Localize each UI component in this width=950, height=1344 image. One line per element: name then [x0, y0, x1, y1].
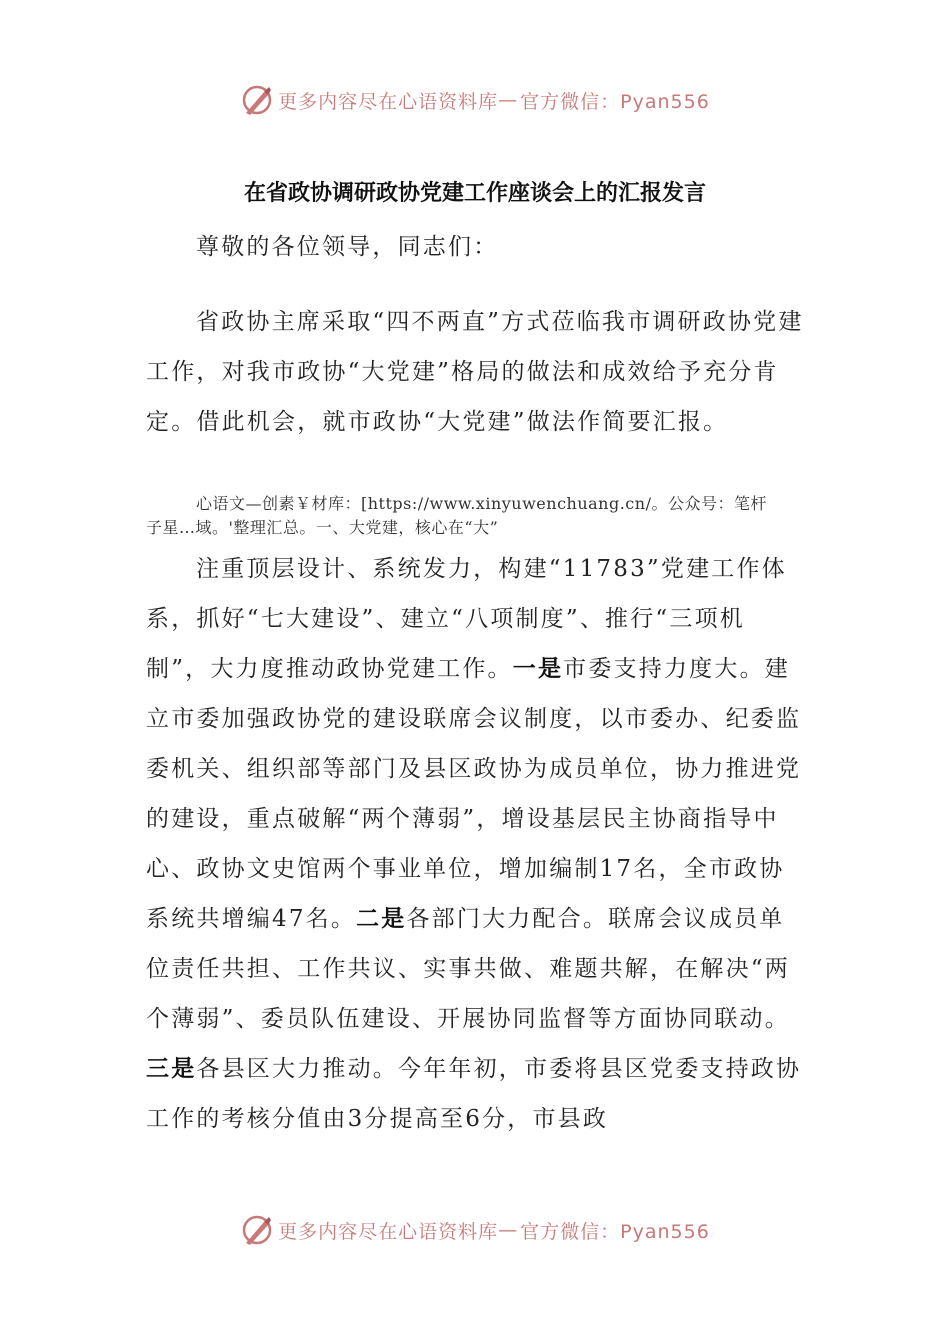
source-note-line-1: 心语文—创素￥材库：[https://www.xinyuwenchuang.cn/。公众号：笔杆 [196, 494, 767, 513]
body-segment-4: 各县区大力推动。今年年初，市委将县区党委支持政协工作的考核分值由3分提高至6分，市县政 [146, 1056, 802, 1132]
banner-wechat-text: 官方微信：Pyan556 [520, 90, 710, 113]
banner-dash: — [498, 89, 519, 111]
intro-paragraph: 省政协主席采取“四不两直”方式莅临我市调研政协党建工作，对我市政协“大党建”格局的做法和成效给予充分肯定。借此机会，就市政协“大党建”做法作简要汇报。 [146, 309, 804, 435]
salutation: 尊敬的各位领导，同志们： [196, 234, 499, 260]
source-note-line-2: 子星…域。'整理汇总。一、大党建，核心在“大” [146, 518, 499, 537]
body-segment-1: 注重顶层设计、系统发力，构建“11783”党建工作体系，抓好“七大建设”、建立“八项制度”、推行“三项机制”，大力度推动政协党建工作。 [146, 556, 787, 682]
banner-brand-text: 更多内容尽在心语资料库 [278, 90, 499, 113]
body-segment-3: 各部门大力配合。联席会议成员单位责任共担、工作共议、实事共做、难题共解，在解决“两个薄弱”、委员队伍建设、开展协同监督等方面协同联动。 [146, 906, 790, 1032]
pen-in-circle-logo-icon [240, 83, 274, 117]
pen-in-circle-logo-icon [240, 1213, 274, 1247]
marker-third: 三是 [146, 1055, 197, 1082]
document-title: 在省政协调研政协党建工作座谈会上的汇报发言 [243, 181, 706, 206]
body-segment-2: 市委支持力度大。建立市委加强政协党的建设联席会议制度，以市委办、纪委监委机关、组织部等部门及县区政协为成员单位，协力推进党的建设，重点破解“两个薄弱”，增设基层民主协商指导中心、政协文史馆两个事业单位，增加编制17名，全市政协系统共增编47名。 [146, 656, 802, 932]
banner-dash: — [498, 1219, 519, 1241]
banner-wechat-text: 官方微信：Pyan556 [520, 1220, 710, 1243]
marker-first: 一是 [512, 655, 564, 682]
header-banner [0, 82, 950, 118]
marker-second: 二是 [356, 905, 407, 932]
body-paragraph [146, 544, 806, 1144]
source-note [146, 492, 806, 540]
footer-banner [0, 1212, 950, 1248]
banner-brand-text: 更多内容尽在心语资料库 [278, 1220, 499, 1243]
